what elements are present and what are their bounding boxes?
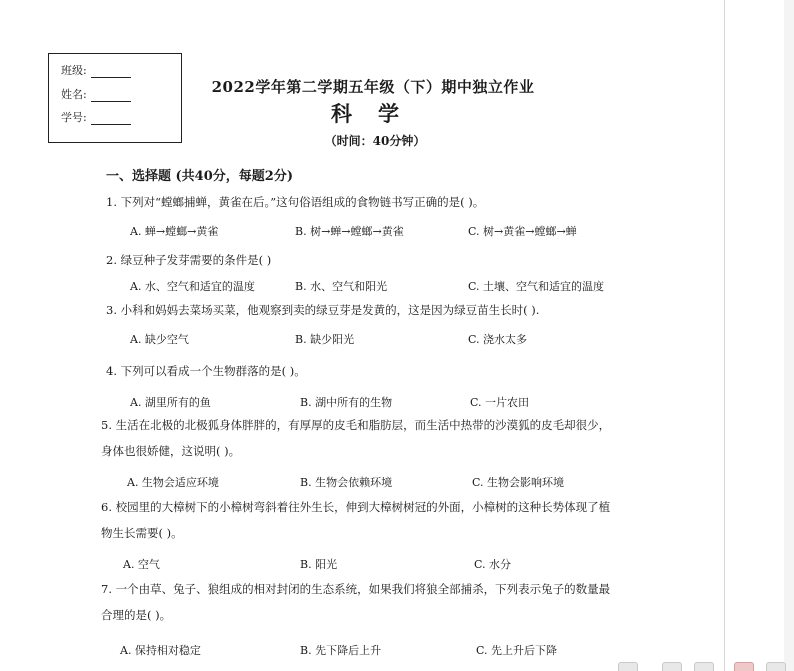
class-blank [91, 67, 131, 78]
page-thumbnail-icon[interactable] [618, 662, 638, 671]
q3-option-c: C. 浇水太多 [468, 333, 528, 346]
q3-option-a: A. 缺少空气 [130, 333, 189, 346]
question-7: 7. 一个由草、兔子、狼组成的相对封闭的生态系统，如果我们将狼全部捕杀，下列表示兔子的数量最合理的是( )。 [101, 582, 611, 622]
subject-title: 科学 [331, 101, 425, 126]
single-page-icon[interactable] [694, 662, 714, 671]
question-6: 6. 校园里的大樟树下的小樟树弯斜着往外生长，伸到大樟树树冠的外面，小樟树的这种长势体现了植物生长需要( )。 [101, 500, 611, 540]
menu-icon[interactable] [766, 662, 786, 671]
q7-option-c: C. 先上升后下降 [476, 644, 558, 657]
q2-option-c: C. 土壤、空气和适宜的温度 [468, 280, 605, 293]
class-row [61, 62, 131, 78]
q5-option-c: C. 生物会影响环境 [472, 476, 565, 489]
vertical-scrollbar[interactable] [784, 0, 794, 671]
class-label: 班级: [61, 64, 87, 77]
q1-option-c: C. 树→黄雀→螳螂→蝉 [468, 225, 577, 238]
question-1: 1. 下列对“螳螂捕蝉，黄雀在后。”这句俗语组成的食物链书写正确的是( )。 [106, 195, 485, 209]
q4-option-a: A. 湖里所有的鱼 [130, 396, 211, 409]
name-label: 姓名: [61, 88, 87, 101]
q7-option-a: A. 保持相对稳定 [120, 644, 201, 657]
q5-option-a: A. 生物会适应环境 [127, 476, 219, 489]
section-heading: 一、选择题 (共40分，每题2分) [106, 169, 293, 184]
question-2: 2. 绿豆种子发芽需要的条件是( ) [106, 253, 272, 267]
q1-option-b: B. 树→蝉→螳螂→黄雀 [295, 225, 404, 238]
q4-option-c: C. 一片农田 [470, 396, 530, 409]
exam-time: （时间：40分钟） [324, 134, 426, 148]
q2-option-a: A. 水、空气和适宜的温度 [130, 280, 255, 293]
id-label: 学号: [61, 111, 87, 124]
id-row [61, 109, 131, 125]
q4-option-b: B. 湖中所有的生物 [300, 396, 393, 409]
q6-option-c: C. 水分 [474, 558, 512, 571]
question-5: 5. 生活在北极的北极狐身体胖胖的，有厚厚的皮毛和脂肪层，而生活中热带的沙漠狐的皮毛却很少，身体也很娇健，这说明( )。 [101, 418, 611, 458]
q6-option-b: B. 阳光 [300, 558, 338, 571]
q1-option-a: A. 蝉→螳螂→黄雀 [130, 225, 219, 238]
name-row [61, 86, 131, 102]
question-4: 4. 下列可以看成一个生物群落的是( )。 [106, 364, 306, 378]
id-blank [91, 114, 131, 125]
exam-title: 2022学年第二学期五年级（下）期中独立作业 [211, 78, 535, 96]
q5-option-b: B. 生物会依赖环境 [300, 476, 393, 489]
q2-option-b: B. 水、空气和阳光 [295, 280, 388, 293]
name-blank [91, 91, 131, 102]
fit-page-icon[interactable] [662, 662, 682, 671]
student-info-box [48, 53, 182, 143]
q3-option-b: B. 缺少阳光 [295, 333, 355, 346]
viewer-toolbar [610, 662, 794, 671]
q7-option-b: B. 先下降后上升 [300, 644, 382, 657]
q6-option-a: A. 空气 [123, 558, 160, 571]
close-icon[interactable] [734, 662, 754, 671]
question-3: 3. 小科和妈妈去菜场买菜，他观察到卖的绿豆芽是发黄的，这是因为绿豆苗生长时( ). [106, 303, 540, 317]
